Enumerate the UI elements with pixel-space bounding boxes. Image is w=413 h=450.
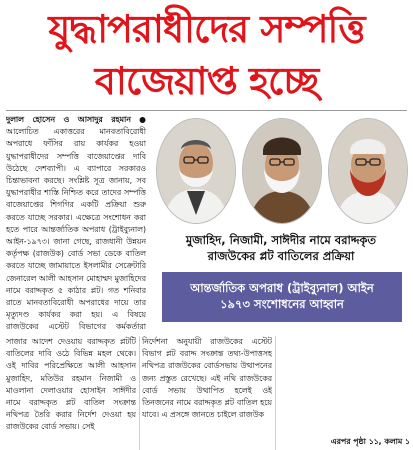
article-column-4: [278, 336, 410, 450]
headline-line-2: বাজেয়াপ্ত হচ্ছে: [94, 59, 319, 103]
caption-line-1: মুজাহিদ, নিজামী, সাঈদীর নামে বরাদ্দকৃত: [185, 233, 377, 247]
portrait-photo-nizami: [242, 118, 322, 224]
headline-divider: [6, 110, 407, 111]
portrait-photo-mujahid: [156, 118, 236, 224]
portrait-photo-sayedee: [328, 118, 408, 224]
byline: দুলাল হোসেন ও আসাদুর রহমান: [6, 115, 131, 124]
photo-caption: [152, 232, 410, 264]
portrait-nizami-image: [243, 119, 321, 223]
article-column-2: [6, 336, 136, 450]
portrait-mujahid-image: [157, 119, 235, 223]
photo-row: [152, 118, 410, 226]
article-text-column-3: নির্দেশনা অনুযায়ী রাজউকের এস্টেট বিভাগ প্লট বরাদ্দ সংক্রান্ত তথ্য-উপাত্তসহ নথিপত্র রাজউকের বোর্ডসভায় উত্থাপনের জন্য প্রস্তুত রেখেছে। এই নথি রাজউকের বোর্ড সভায় উত্থাপিত হলেই ওই তিনজনের নামে বরাদ্দকৃত প্লট বাতিল হয়ে যাবে। এ প্রসঙ্গে জানতে চাইলে রাজউক: [142, 337, 272, 420]
article-column-1: দুলাল হোসেন ও আসাদুর রহমান ● আলোচিত একাত্তরের মানবতাবিরোধী অপরাধে ফাঁসির রায় কার্যকর হওয়া যুদ্ধাপরাধীদের সম্পত্তি বাজেয়াপ্তের দাবি উঠেছে দেশব্যাপী। এ ব্যাপারে সরকারও চিন্তাভাবনা করছে। সংশ্লিষ্ট সূত্র জানায়, সব যুদ্ধাপরাধীর শাস্তি নিশ্চিত করে তাদের সম্পত্তি বাজেয়াপ্তের শিগগির একটি প্রক্রিয়া শুরু করতে যাচ্ছে সরকার। এক্ষেত্রে সংশোধন করা হতে পারে আন্তর্জাতিক অপরাধ (ট্রাইব্যুনাল) আইন-১৯৭৩। জানা গেছে, রাজধানী উন্নয়ন কর্তৃপক্ষ (রাজউক) বোর্ড সভা ডেকে বাতিল করতে যাচ্ছে জামায়াতে ইসলামীর সেক্রেটারি জেনারেল আলী আহসান মোহাম্মদ মুজাহিদের নামে বরাদ্দকৃত ৫ কাঠার প্লট। গত শনিবার রাতে মানবতাবিরোধী অপরাধের দায়ে তার মৃত্যুদণ্ড কার্যকর করা হয়। এ বিষয়ে রাজউকের এস্টেট বিভাগের কর্মকর্তারা: [6, 114, 146, 332]
article-column-3: [142, 336, 272, 450]
highlight-banner: [162, 272, 402, 322]
article-bottom: [6, 336, 410, 450]
headline-line-1: যুদ্ধাপরাধীদের সম্পত্তি: [48, 7, 365, 51]
caption-line-2: রাজউকের প্লট বাতিলের প্রক্রিয়া: [207, 249, 355, 263]
article-text-column-1: আলোচিত একাত্তরের মানবতাবিরোধী অপরাধে ফাঁসির রায় কার্যকর হওয়া যুদ্ধাপরাধীদের সম্পত্তি বাজেয়াপ্তের দাবি উঠেছে দেশব্যাপী। এ ব্যাপারে সরকারও চিন্তাভাবনা করছে। সংশ্লিষ্ট সূত্র জানায়, সব যুদ্ধাপরাধীর শাস্তি নিশ্চিত করে তাদের সম্পত্তি বাজেয়াপ্তের শিগগির একটি প্রক্রিয়া শুরু করতে যাচ্ছে সরকার। এক্ষেত্রে সংশোধন করা হতে পারে আন্তর্জাতিক অপরাধ (ট্রাইব্যুনাল) আইন-১৯৭৩। জানা গেছে, রাজধানী উন্নয়ন কর্তৃপক্ষ (রাজউক) বোর্ড সভা ডেকে বাতিল করতে যাচ্ছে জামায়াতে ইসলামীর সেক্রেটারি জেনারেল আলী আহসান মোহাম্মদ মুজাহিদের নামে বরাদ্দকৃত ৫ কাঠার প্লট। গত শনিবার রাতে মানবতাবিরোধী অপরাধের দায়ে তার মৃত্যুদণ্ড কার্যকর করা হয়। এ বিষয়ে রাজউকের এস্টেট বিভাগের কর্মকর্তারা: [6, 127, 146, 332]
headline: [0, 0, 413, 110]
portrait-sayedee-image: [329, 119, 407, 223]
continued-on-page: এরপর পৃষ্ঠা ১১, কলাম ১: [328, 436, 410, 449]
banner-line-2: ১৯৭৩ সংশোধনের আহ্বান: [220, 297, 344, 311]
banner-line-1: আন্তর্জাতিক অপরাধ (ট্রাইব্যুনাল) আইন: [190, 281, 374, 295]
article-text-column-2: সাজার আদেশ দেওয়ায় বরাদ্দকৃত প্লটটি বাতিলের দাবি ওঠে বিভিন্ন মহল থেকে। ওই দাবির পরিপ্রেক্ষিতে আলী আহসান মুজাহিদ, মতিউর রহমান নিজামী ও মাওলানা দেলাওয়ার হোসাইন সাঈদীর নামে বরাদ্দকৃত প্লট বাতিল সংক্রান্ত নথিপত্র তৈরি করার নির্দেশ দেওয়া হয় রাজউকের বোর্ড সভায়। সেই: [6, 337, 136, 432]
